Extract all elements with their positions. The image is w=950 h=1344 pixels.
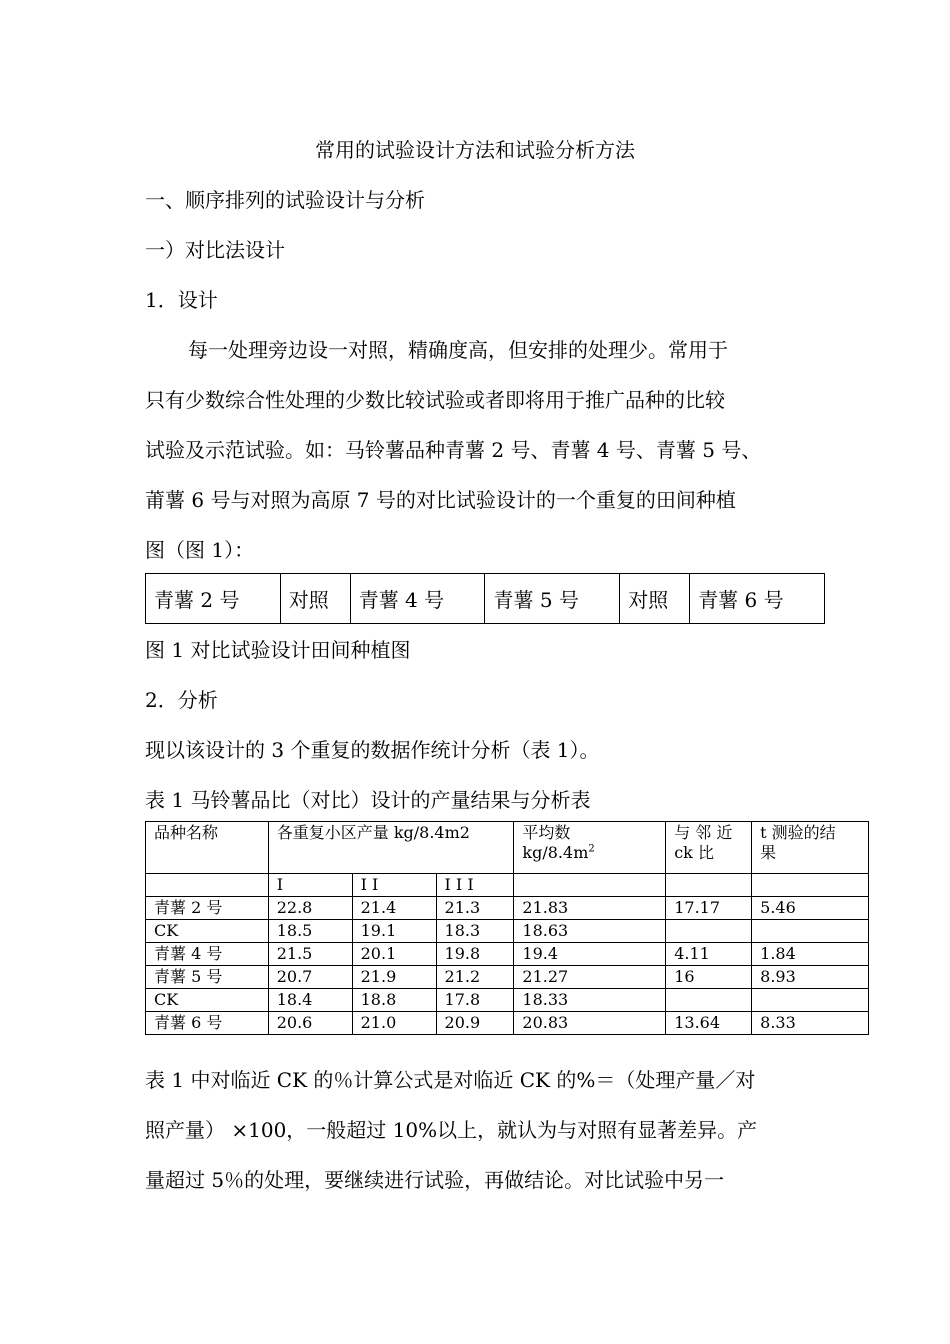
cell-rep1: 21.5 [268, 943, 352, 966]
cell-rep2: 21.4 [352, 897, 436, 920]
table-row [146, 943, 869, 966]
cell-t: 8.93 [752, 966, 869, 989]
figure-caption: 图 1 对比试验设计田间种植图 [145, 638, 411, 662]
paragraph-line: 每一处理旁边设一对照，精确度高，但安排的处理少。常用于 [188, 338, 728, 362]
cell-variety: CK [146, 989, 269, 1012]
cell-rep2: 18.8 [352, 989, 436, 1012]
header-t-test [752, 822, 869, 874]
cell-rep2: 21.0 [352, 1012, 436, 1035]
header-variety: 品种名称 [146, 822, 269, 874]
cell-rep1: 18.4 [268, 989, 352, 1012]
table-row [146, 920, 869, 943]
header-t-line2: 果 [760, 843, 777, 862]
cell-rep3: 20.9 [436, 1012, 514, 1035]
header-mean-line1: 平均数 [522, 823, 571, 842]
table-cell [514, 874, 666, 897]
cell-variety: 青薯 4 号 [146, 943, 269, 966]
cell-rep3: 19.8 [436, 943, 514, 966]
cell-ratio: 13.64 [666, 1012, 752, 1035]
table-row [146, 966, 869, 989]
cell-rep3: 18.3 [436, 920, 514, 943]
paragraph-line: 试验及示范试验。如：马铃薯品种青薯 2 号、青薯 4 号、青薯 5 号、 [145, 438, 762, 462]
cell-variety: 青薯 6 号 [146, 1012, 269, 1035]
cell-t: 1.84 [752, 943, 869, 966]
cell-ratio: 17.17 [666, 897, 752, 920]
rep-label: I [268, 874, 352, 897]
cell-rep1: 20.6 [268, 1012, 352, 1035]
table-row [146, 897, 869, 920]
plot-cell: 青薯 4 号 [350, 574, 485, 624]
table-row [146, 1012, 869, 1035]
cell-rep1: 18.5 [268, 920, 352, 943]
paragraph-line: 照产量） ×100，一般超过 10%以上，就认为与对照有显著差异。产 [145, 1118, 758, 1142]
plot-cell: 青薯 6 号 [690, 574, 825, 624]
table-cell [146, 874, 269, 897]
table-cell [752, 874, 869, 897]
cell-ratio: 4.11 [666, 943, 752, 966]
heading-analysis: 2．分析 [145, 688, 218, 712]
paragraph-line: 只有少数综合性处理的少数比较试验或者即将用于推广品种的比较 [145, 388, 725, 412]
header-mean-superscript: 2 [588, 843, 595, 855]
header-ratio-line1: 与 邻 近 [674, 823, 733, 842]
cell-t: 5.46 [752, 897, 869, 920]
field-plot-layout [145, 573, 825, 624]
paragraph-line: 表 1 中对临近 CK 的％计算公式是对临近 CK 的%＝（处理产量／对 [145, 1068, 756, 1092]
cell-rep3: 21.3 [436, 897, 514, 920]
paragraph-line: 图（图 1）： [145, 538, 255, 562]
plot-cell: 青薯 5 号 [485, 574, 620, 624]
rep-label: I I [352, 874, 436, 897]
cell-ratio: 16 [666, 966, 752, 989]
header-mean-unit: kg/8.4m [522, 843, 589, 862]
yield-analysis-table [145, 821, 869, 1035]
header-mean-line2 [522, 843, 657, 863]
cell-mean: 19.4 [514, 943, 666, 966]
table-caption: 表 1 马铃薯品比（对比）设计的产量结果与分析表 [145, 788, 591, 812]
plot-cell: 对照 [280, 574, 350, 624]
header-t-line1: t 测验的结 [760, 823, 836, 842]
cell-rep2: 19.1 [352, 920, 436, 943]
header-plot-yield: 各重复小区产量 kg/8.4m2 [268, 822, 514, 874]
cell-mean: 21.27 [514, 966, 666, 989]
heading-2: 一）对比法设计 [145, 238, 285, 262]
cell-rep1: 22.8 [268, 897, 352, 920]
cell-variety: CK [146, 920, 269, 943]
paragraph-line: 量超过 5％的处理，要继续进行试验，再做结论。对比试验中另一 [145, 1168, 725, 1192]
cell-ratio [666, 989, 752, 1012]
cell-t [752, 920, 869, 943]
cell-mean: 18.33 [514, 989, 666, 1012]
cell-rep2: 21.9 [352, 966, 436, 989]
cell-rep2: 20.1 [352, 943, 436, 966]
table-cell [666, 874, 752, 897]
document-title: 常用的试验设计方法和试验分析方法 [315, 138, 635, 162]
cell-mean: 20.83 [514, 1012, 666, 1035]
cell-variety: 青薯 2 号 [146, 897, 269, 920]
cell-mean: 18.63 [514, 920, 666, 943]
cell-t [752, 989, 869, 1012]
cell-rep3: 21.2 [436, 966, 514, 989]
header-ratio-line2: ck 比 [674, 843, 714, 862]
table-header-row [146, 822, 869, 874]
cell-mean: 21.83 [514, 897, 666, 920]
header-mean [514, 822, 666, 874]
rep-label: I I I [436, 874, 514, 897]
table-row [146, 989, 869, 1012]
plot-cell: 青薯 2 号 [146, 574, 281, 624]
paragraph-line: 莆薯 6 号与对照为高原 7 号的对比试验设计的一个重复的田间种植 [145, 488, 736, 512]
cell-rep3: 17.8 [436, 989, 514, 1012]
heading-1: 一、顺序排列的试验设计与分析 [145, 188, 425, 212]
replicate-label-row [146, 874, 869, 897]
heading-design: 1．设计 [145, 288, 218, 312]
cell-variety: 青薯 5 号 [146, 966, 269, 989]
cell-t: 8.33 [752, 1012, 869, 1035]
header-ratio [666, 822, 752, 874]
plot-cell: 对照 [620, 574, 690, 624]
cell-rep1: 20.7 [268, 966, 352, 989]
cell-ratio [666, 920, 752, 943]
paragraph-line: 现以该设计的 3 个重复的数据作统计分析（表 1）。 [145, 738, 600, 762]
